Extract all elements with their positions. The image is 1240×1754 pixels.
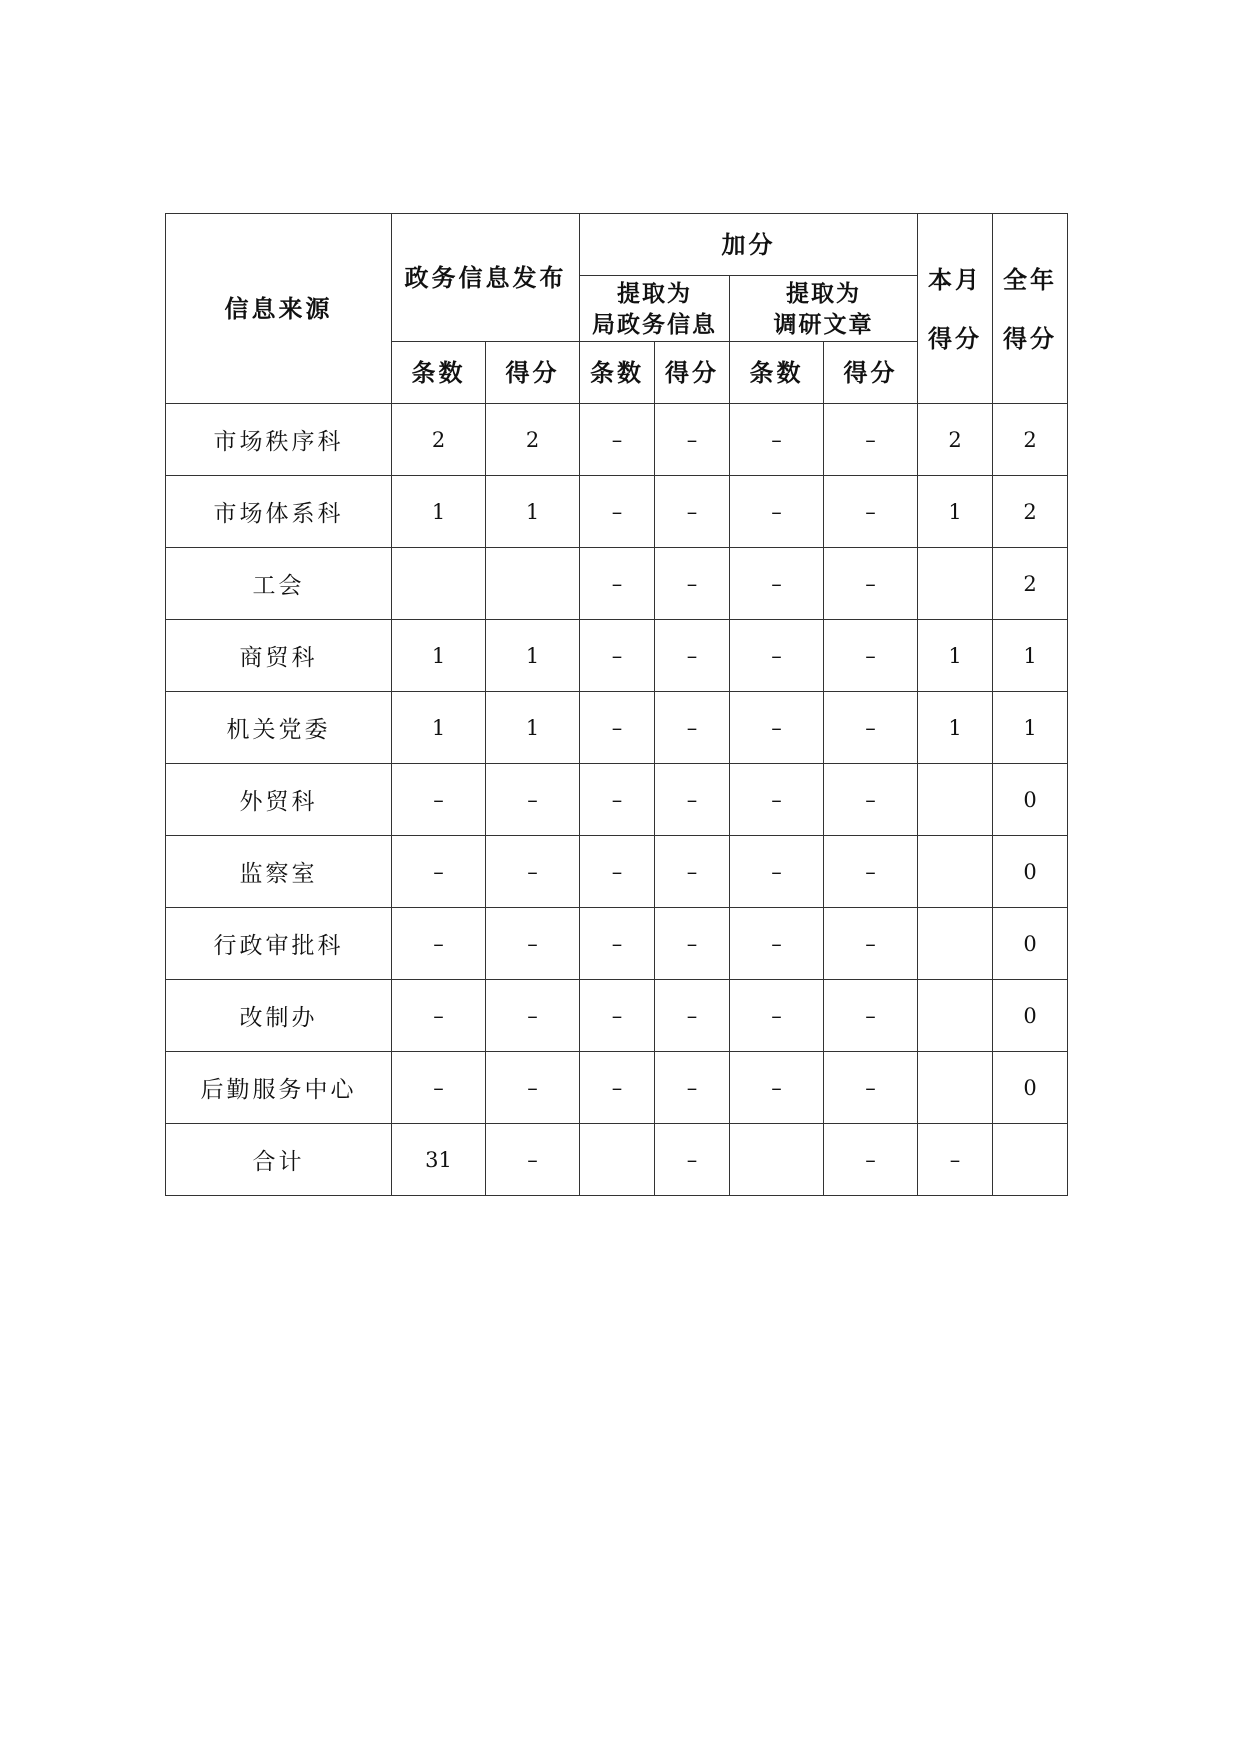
header-bureau-count: 条数 bbox=[580, 342, 655, 404]
table-row bbox=[166, 548, 1068, 620]
row-cell: – bbox=[655, 836, 730, 908]
row-cell bbox=[486, 548, 580, 620]
row-cell: 1 bbox=[918, 620, 993, 692]
row-cell: – bbox=[730, 620, 824, 692]
row-cell: – bbox=[655, 620, 730, 692]
row-cell: 0 bbox=[993, 1052, 1068, 1124]
row-cell: – bbox=[730, 548, 824, 620]
row-cell: – bbox=[486, 836, 580, 908]
row-source: 监察室 bbox=[166, 836, 392, 908]
table-row bbox=[166, 692, 1068, 764]
row-cell bbox=[580, 1124, 655, 1196]
row-cell: 2 bbox=[993, 404, 1068, 476]
header-bonus-bureau-line1: 提取为 bbox=[617, 279, 692, 307]
row-cell: – bbox=[824, 980, 918, 1052]
table-row bbox=[166, 980, 1068, 1052]
row-cell: 2 bbox=[993, 476, 1068, 548]
row-source: 改制办 bbox=[166, 980, 392, 1052]
row-cell: – bbox=[580, 836, 655, 908]
row-source: 工会 bbox=[166, 548, 392, 620]
row-cell: – bbox=[580, 476, 655, 548]
row-cell: – bbox=[655, 1052, 730, 1124]
row-cell: – bbox=[486, 764, 580, 836]
row-cell: – bbox=[655, 404, 730, 476]
row-cell: – bbox=[824, 764, 918, 836]
header-publish-score: 得分 bbox=[486, 342, 580, 404]
row-cell: 1 bbox=[486, 476, 580, 548]
row-source: 机关党委 bbox=[166, 692, 392, 764]
row-cell: – bbox=[824, 1052, 918, 1124]
header-bonus-research-line1: 提取为 bbox=[786, 279, 861, 307]
row-cell: – bbox=[824, 476, 918, 548]
row-cell: – bbox=[730, 476, 824, 548]
row-cell: – bbox=[918, 1124, 993, 1196]
row-cell: 1 bbox=[392, 620, 486, 692]
row-cell: 0 bbox=[993, 836, 1068, 908]
table-row bbox=[166, 404, 1068, 476]
header-bureau-score: 得分 bbox=[655, 342, 730, 404]
row-cell: – bbox=[655, 980, 730, 1052]
row-cell: – bbox=[486, 1124, 580, 1196]
row-cell: – bbox=[730, 908, 824, 980]
row-cell: 1 bbox=[918, 476, 993, 548]
row-cell: 1 bbox=[486, 620, 580, 692]
row-cell: – bbox=[655, 764, 730, 836]
header-year-line2: 得分 bbox=[1003, 323, 1057, 353]
header-month-line2: 得分 bbox=[928, 323, 982, 353]
row-cell: 2 bbox=[993, 548, 1068, 620]
row-cell: – bbox=[730, 980, 824, 1052]
header-source: 信息来源 bbox=[166, 214, 392, 404]
row-cell: – bbox=[392, 836, 486, 908]
row-cell: – bbox=[824, 836, 918, 908]
row-cell: – bbox=[655, 1124, 730, 1196]
row-cell bbox=[918, 764, 993, 836]
row-cell: – bbox=[580, 548, 655, 620]
row-cell: – bbox=[824, 548, 918, 620]
header-bonus-bureau bbox=[580, 276, 730, 342]
row-cell: – bbox=[655, 908, 730, 980]
header-bonus-research bbox=[730, 276, 918, 342]
row-cell: – bbox=[486, 980, 580, 1052]
row-cell: – bbox=[580, 764, 655, 836]
row-source: 商贸科 bbox=[166, 620, 392, 692]
row-cell bbox=[918, 548, 993, 620]
row-cell: – bbox=[486, 1052, 580, 1124]
row-cell bbox=[993, 1124, 1068, 1196]
row-cell: 1 bbox=[486, 692, 580, 764]
row-cell bbox=[392, 548, 486, 620]
row-cell: – bbox=[730, 1052, 824, 1124]
row-cell: 2 bbox=[392, 404, 486, 476]
header-row-1 bbox=[166, 214, 1068, 276]
header-publish-count: 条数 bbox=[392, 342, 486, 404]
table-row bbox=[166, 476, 1068, 548]
row-cell: – bbox=[580, 620, 655, 692]
row-cell: – bbox=[580, 404, 655, 476]
table-row bbox=[166, 1124, 1068, 1196]
row-cell: – bbox=[824, 404, 918, 476]
row-cell: – bbox=[730, 404, 824, 476]
row-cell: – bbox=[392, 764, 486, 836]
table-row bbox=[166, 764, 1068, 836]
header-month-score bbox=[918, 214, 993, 404]
row-source: 后勤服务中心 bbox=[166, 1052, 392, 1124]
row-cell: – bbox=[655, 692, 730, 764]
score-table bbox=[165, 213, 1068, 1196]
row-cell: 1 bbox=[993, 620, 1068, 692]
row-cell: – bbox=[824, 1124, 918, 1196]
row-cell: 0 bbox=[993, 908, 1068, 980]
row-cell: 1 bbox=[392, 476, 486, 548]
row-cell: – bbox=[392, 908, 486, 980]
row-source: 市场体系科 bbox=[166, 476, 392, 548]
row-cell bbox=[918, 980, 993, 1052]
table-row bbox=[166, 908, 1068, 980]
row-cell: 0 bbox=[993, 980, 1068, 1052]
header-research-score: 得分 bbox=[824, 342, 918, 404]
row-cell: – bbox=[730, 764, 824, 836]
header-bonus-research-line2: 调研文章 bbox=[773, 310, 874, 338]
header-research-count: 条数 bbox=[730, 342, 824, 404]
row-cell: 1 bbox=[392, 692, 486, 764]
row-cell bbox=[918, 836, 993, 908]
row-cell: – bbox=[655, 548, 730, 620]
row-cell: 2 bbox=[486, 404, 580, 476]
row-cell: – bbox=[580, 692, 655, 764]
header-bonus: 加分 bbox=[580, 214, 918, 276]
row-cell: – bbox=[580, 908, 655, 980]
row-cell: – bbox=[655, 476, 730, 548]
row-cell: – bbox=[392, 1052, 486, 1124]
row-cell: – bbox=[580, 1052, 655, 1124]
row-source: 市场秩序科 bbox=[166, 404, 392, 476]
row-cell: – bbox=[824, 692, 918, 764]
header-bonus-bureau-line2: 局政务信息 bbox=[592, 310, 717, 338]
header-publish: 政务信息发布 bbox=[392, 214, 580, 342]
row-cell: 31 bbox=[392, 1124, 486, 1196]
row-cell: – bbox=[580, 980, 655, 1052]
row-source: 行政审批科 bbox=[166, 908, 392, 980]
row-cell: – bbox=[730, 836, 824, 908]
table-row bbox=[166, 1052, 1068, 1124]
table-body bbox=[166, 404, 1068, 1196]
row-cell: – bbox=[824, 908, 918, 980]
table-row bbox=[166, 836, 1068, 908]
row-cell: – bbox=[824, 620, 918, 692]
row-cell: 0 bbox=[993, 764, 1068, 836]
row-source: 合计 bbox=[166, 1124, 392, 1196]
header-month-line1: 本月 bbox=[928, 264, 982, 294]
row-cell: 2 bbox=[918, 404, 993, 476]
row-cell bbox=[730, 1124, 824, 1196]
row-cell bbox=[918, 908, 993, 980]
row-cell: 1 bbox=[918, 692, 993, 764]
row-source: 外贸科 bbox=[166, 764, 392, 836]
header-year-line1: 全年 bbox=[1003, 264, 1057, 294]
row-cell: – bbox=[730, 692, 824, 764]
row-cell: 1 bbox=[993, 692, 1068, 764]
row-cell: – bbox=[486, 908, 580, 980]
row-cell bbox=[918, 1052, 993, 1124]
header-year-score bbox=[993, 214, 1068, 404]
table-row bbox=[166, 620, 1068, 692]
row-cell: – bbox=[392, 980, 486, 1052]
